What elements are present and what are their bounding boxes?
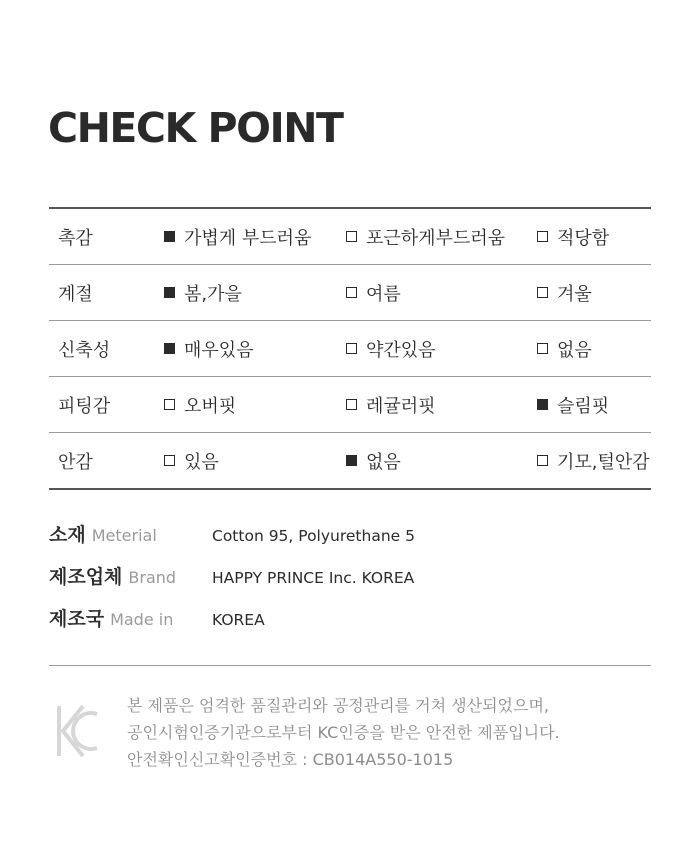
info-label-en: Made in — [110, 610, 174, 629]
option-label: 약간있음 — [366, 339, 436, 361]
option — [346, 392, 537, 418]
option — [537, 336, 651, 362]
unchecked-box-icon — [346, 287, 357, 298]
option — [346, 280, 537, 306]
info-label-ko: 제조국 — [49, 608, 105, 630]
unchecked-box-icon — [346, 231, 357, 242]
kc-certification-mark-icon — [55, 700, 101, 762]
option-label: 겨울 — [557, 283, 592, 305]
option — [537, 280, 651, 306]
checkpoint-table — [49, 207, 651, 490]
info-label — [49, 562, 212, 589]
info-label-en: Meterial — [91, 526, 157, 545]
checkpoint-row-touch — [49, 209, 651, 265]
option — [164, 336, 346, 362]
kc-notice-line: 본 제품은 엄격한 품질관리와 공정관리를 거쳐 생산되었으며, — [127, 696, 550, 715]
checked-box-icon — [164, 287, 175, 298]
info-label — [49, 604, 212, 631]
option — [346, 448, 537, 474]
option-label: 여름 — [366, 283, 401, 305]
unchecked-box-icon — [537, 343, 548, 354]
option-label: 매우있음 — [184, 339, 254, 361]
option — [537, 448, 651, 474]
info-label-en: Brand — [128, 568, 177, 587]
option-label: 기모,털안감 — [557, 451, 650, 473]
option-label: 슬림핏 — [557, 395, 610, 417]
checkpoint-row-lining — [49, 433, 651, 488]
row-label: 안감 — [58, 451, 93, 473]
info-value: Cotton 95, Polyurethane 5 — [212, 527, 415, 545]
option-label: 없음 — [557, 339, 592, 361]
option — [537, 392, 651, 418]
option — [164, 448, 346, 474]
unchecked-box-icon — [346, 399, 357, 410]
page-title: CHECK POINT — [48, 104, 343, 152]
unchecked-box-icon — [537, 455, 548, 466]
checkpoint-row-season — [49, 265, 651, 321]
option-label: 포근하게부드러움 — [366, 227, 506, 249]
kc-notice-line: 공인시험인증기관으로부터 KC인증을 받은 안전한 제품입니다. — [127, 723, 560, 742]
option — [164, 392, 346, 418]
checkpoint-row-stretch — [49, 321, 651, 377]
row-label: 계절 — [58, 283, 93, 305]
unchecked-box-icon — [164, 399, 175, 410]
checked-box-icon — [164, 343, 175, 354]
option — [346, 224, 537, 250]
checked-box-icon — [537, 399, 548, 410]
divider — [49, 665, 651, 666]
option — [537, 224, 651, 250]
option-label: 봄,가을 — [184, 283, 242, 305]
unchecked-box-icon — [537, 231, 548, 242]
info-row-origin — [49, 604, 415, 646]
row-label: 촉감 — [58, 227, 93, 249]
info-label — [49, 520, 212, 547]
option-label: 없음 — [366, 451, 401, 473]
info-value: HAPPY PRINCE Inc. KOREA — [212, 569, 415, 587]
unchecked-box-icon — [164, 455, 175, 466]
option — [164, 280, 346, 306]
checked-box-icon — [164, 231, 175, 242]
product-info — [49, 520, 415, 646]
info-row-material — [49, 520, 415, 562]
option — [346, 336, 537, 362]
info-label-ko: 소재 — [49, 524, 86, 546]
row-label: 피팅감 — [58, 395, 111, 417]
info-value: KOREA — [212, 611, 265, 629]
info-row-brand — [49, 562, 415, 604]
unchecked-box-icon — [537, 287, 548, 298]
option — [164, 224, 346, 250]
option-label: 가볍게 부드러움 — [184, 227, 312, 249]
option-label: 있음 — [184, 451, 219, 473]
row-label: 신축성 — [58, 339, 111, 361]
checked-box-icon — [346, 455, 357, 466]
option-label: 적당함 — [557, 227, 610, 249]
info-label-ko: 제조업체 — [49, 566, 123, 588]
option-label: 레귤러핏 — [366, 395, 436, 417]
checkpoint-row-fit — [49, 377, 651, 433]
option-label: 오버핏 — [184, 395, 237, 417]
kc-notice-line: 안전확인신고확인증번호 : CB014A550-1015 — [127, 750, 454, 769]
kc-notice — [127, 692, 560, 773]
unchecked-box-icon — [346, 343, 357, 354]
